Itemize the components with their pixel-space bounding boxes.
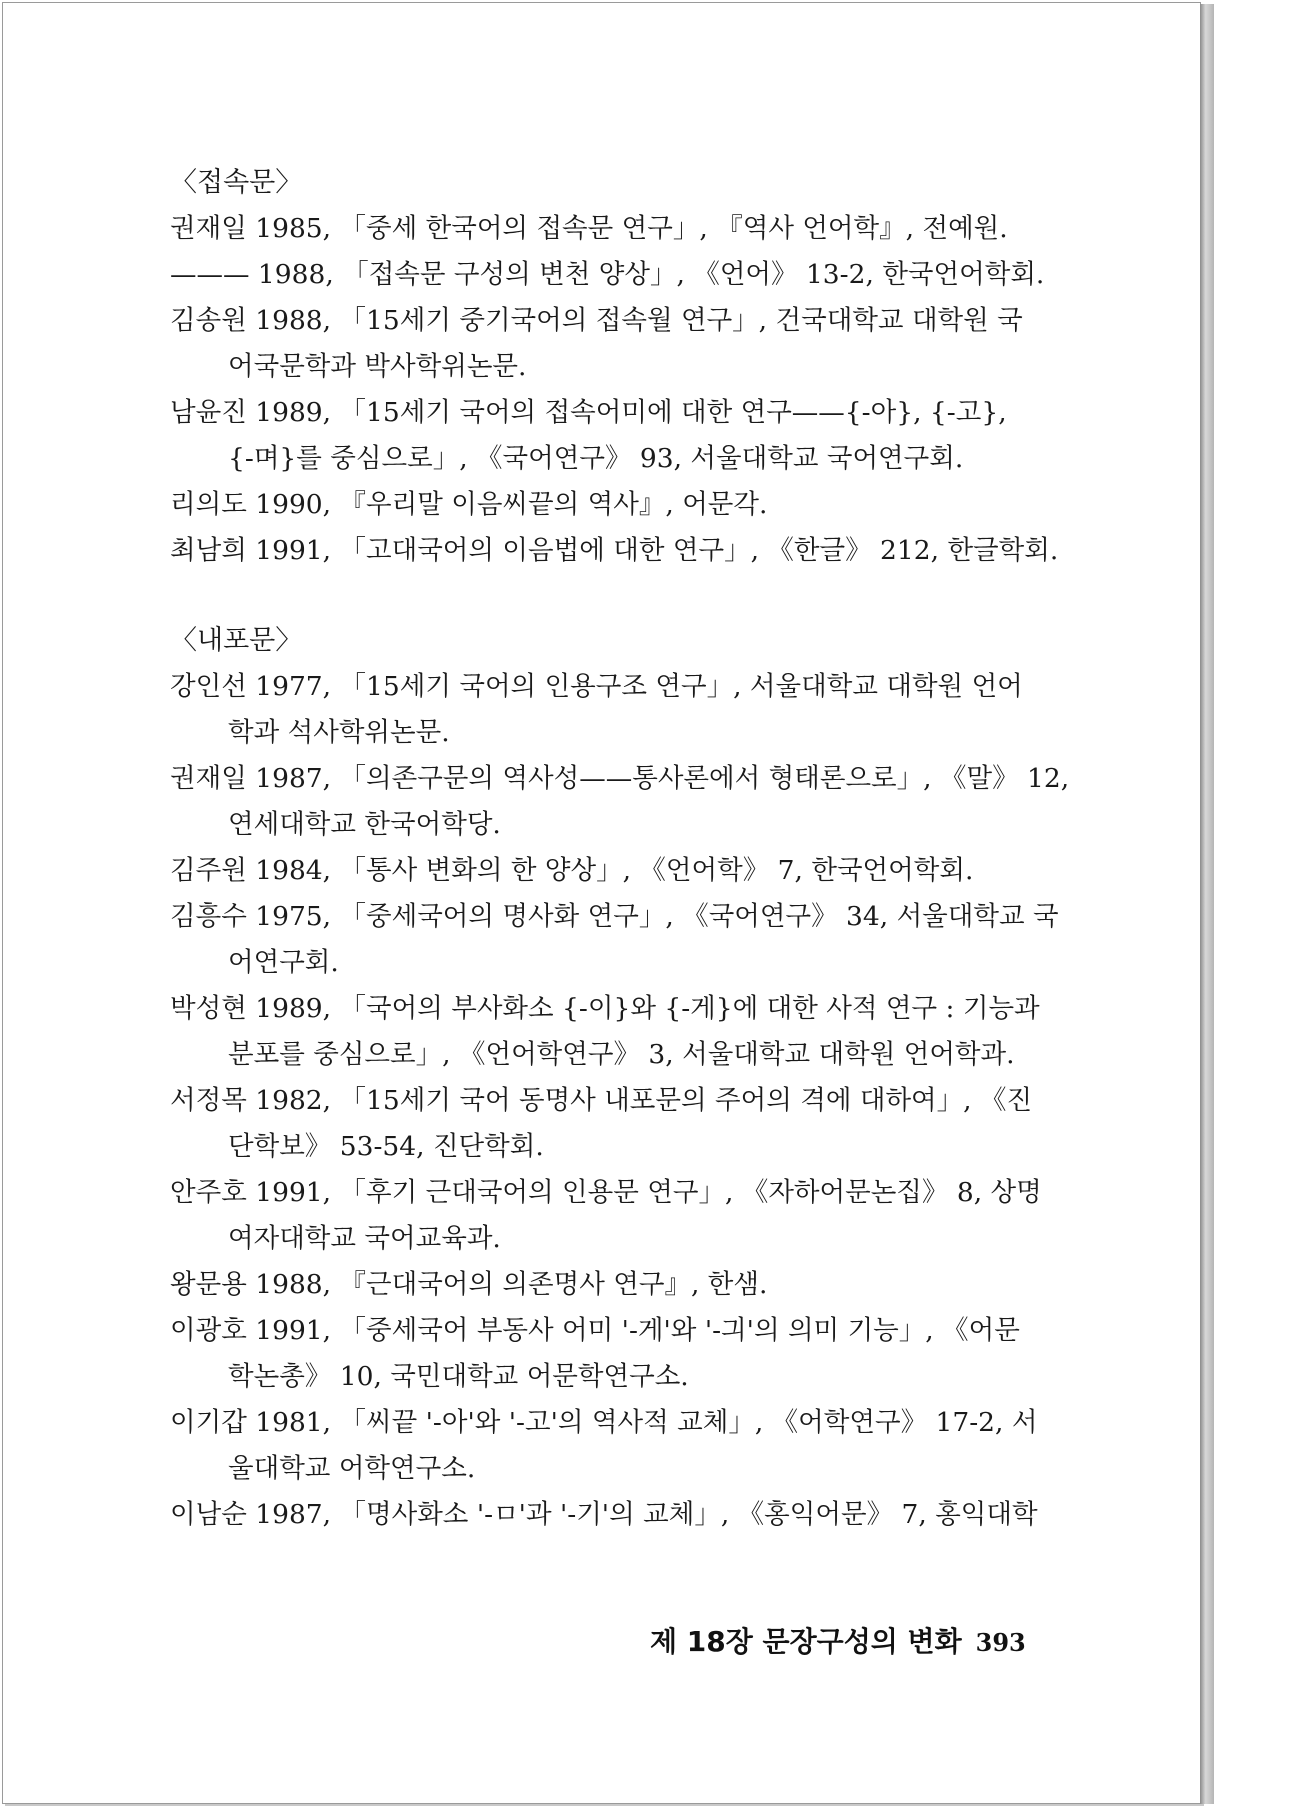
entry-continuation: 단학보》 53-54, 진단학회.: [228, 1131, 544, 1162]
entry-continuation: 여자대학교 국어교육과.: [228, 1223, 501, 1254]
entry-continuation: 울대학교 어학연구소.: [228, 1453, 476, 1484]
entry-line: 안주호 1991, 「후기 근대국어의 인용문 연구」, 《자하어문논집》 8, 상명: [170, 1177, 1042, 1208]
bib-entry: [170, 1400, 1070, 1492]
page-number: 393: [975, 1628, 1026, 1657]
section-heading-embedded: 〈내포문〉: [170, 625, 303, 656]
entry-line: 박성현 1989, 「국어의 부사화소 {-이}와 {-게}에 대한 사적 연구 : 기능과: [170, 993, 1040, 1024]
bib-entry: [170, 482, 1070, 528]
entry-continuation: 학논총》 10, 국민대학교 어문학연구소.: [228, 1361, 689, 1392]
entry-line: 이기갑 1981, 「씨끝 '-아'와 '-고'의 역사적 교체」, 《어학연구》 17-2, 서: [170, 1407, 1038, 1438]
entry-line: 이남순 1987, 「명사화소 '-ㅁ'과 '-기'의 교체」, 《홍익어문》 7, 홍익대학: [170, 1499, 1038, 1530]
bib-entry: [170, 206, 1070, 252]
entry-continuation: 학과 석사학위논문.: [228, 717, 450, 748]
entry-line: 남윤진 1989, 「15세기 국어의 접속어미에 대한 연구——{-아}, {-고},: [170, 397, 1007, 428]
entry-line: 권재일 1987, 「의존구문의 역사성——통사론에서 형태론으로」, 《말》 12,: [170, 763, 1070, 794]
entry-line: 최남희 1991, 「고대국어의 이음법에 대한 연구」, 《한글》 212, 한글학회.: [170, 535, 1059, 566]
entry-continuation: 분포를 중심으로」, 《언어학연구》 3, 서울대학교 대학원 언어학과.: [228, 1039, 1015, 1070]
bib-entry: [170, 390, 1070, 482]
section-heading-connective: 〈접속문〉: [170, 167, 303, 198]
bib-entry: [170, 986, 1070, 1078]
entry-continuation: {-며}를 중심으로」, 《국어연구》 93, 서울대학교 국어연구회.: [228, 443, 964, 474]
chapter-title: 제 18장 문장구성의 변화: [650, 1625, 962, 1658]
entry-continuation: 어연구회.: [228, 947, 339, 978]
entry-line: 서정목 1982, 「15세기 국어 동명사 내포문의 주어의 격에 대하여」, 《진: [170, 1085, 1033, 1116]
entry-line: 이광호 1991, 「중세국어 부동사 어미 '-게'와 '-긔'의 의미 기능」, 《어문: [170, 1315, 1020, 1346]
entry-line: 김주원 1984, 「통사 변화의 한 양상」, 《언어학》 7, 한국언어학회.: [170, 855, 974, 886]
entry-line: 왕문용 1988, 『근대국어의 의존명사 연구』, 한샘.: [170, 1269, 768, 1300]
bib-entry: [170, 848, 1070, 894]
entry-line: 강인선 1977, 「15세기 국어의 인용구조 연구」, 서울대학교 대학원 언어: [170, 671, 1023, 702]
bib-entry: [170, 1170, 1070, 1262]
entry-line: ——— 1988, 「접속문 구성의 변천 양상」, 《언어》 13-2, 한국언어학회.: [170, 259, 1045, 290]
bib-entry: [170, 1078, 1070, 1170]
bib-entry: [170, 252, 1070, 298]
bib-entry: [170, 894, 1070, 986]
page-footer: [650, 1620, 1080, 1660]
entry-line: 김송원 1988, 「15세기 중기국어의 접속월 연구」, 건국대학교 대학원 국: [170, 305, 1023, 336]
entry-line: 권재일 1985, 「중세 한국어의 접속문 연구」, 『역사 언어학』, 전예원.: [170, 213, 1008, 244]
entry-continuation: 연세대학교 한국어학당.: [228, 809, 501, 840]
bib-entry: [170, 298, 1070, 390]
bibliography: [170, 160, 1070, 1538]
page-edge: [1200, 4, 1214, 1804]
entry-line: 리의도 1990, 『우리말 이음씨끝의 역사』, 어문각.: [170, 489, 768, 520]
bib-entry: [170, 1492, 1070, 1538]
entry-line: 김흥수 1975, 「중세국어의 명사화 연구」, 《국어연구》 34, 서울대학교 국: [170, 901, 1059, 932]
bib-entry: [170, 1308, 1070, 1400]
bib-entry: [170, 528, 1070, 574]
bib-entry: [170, 756, 1070, 848]
bib-entry: [170, 664, 1070, 756]
bib-entry: [170, 1262, 1070, 1308]
entry-continuation: 어국문학과 박사학위논문.: [228, 351, 527, 382]
section-gap: [170, 574, 1070, 618]
